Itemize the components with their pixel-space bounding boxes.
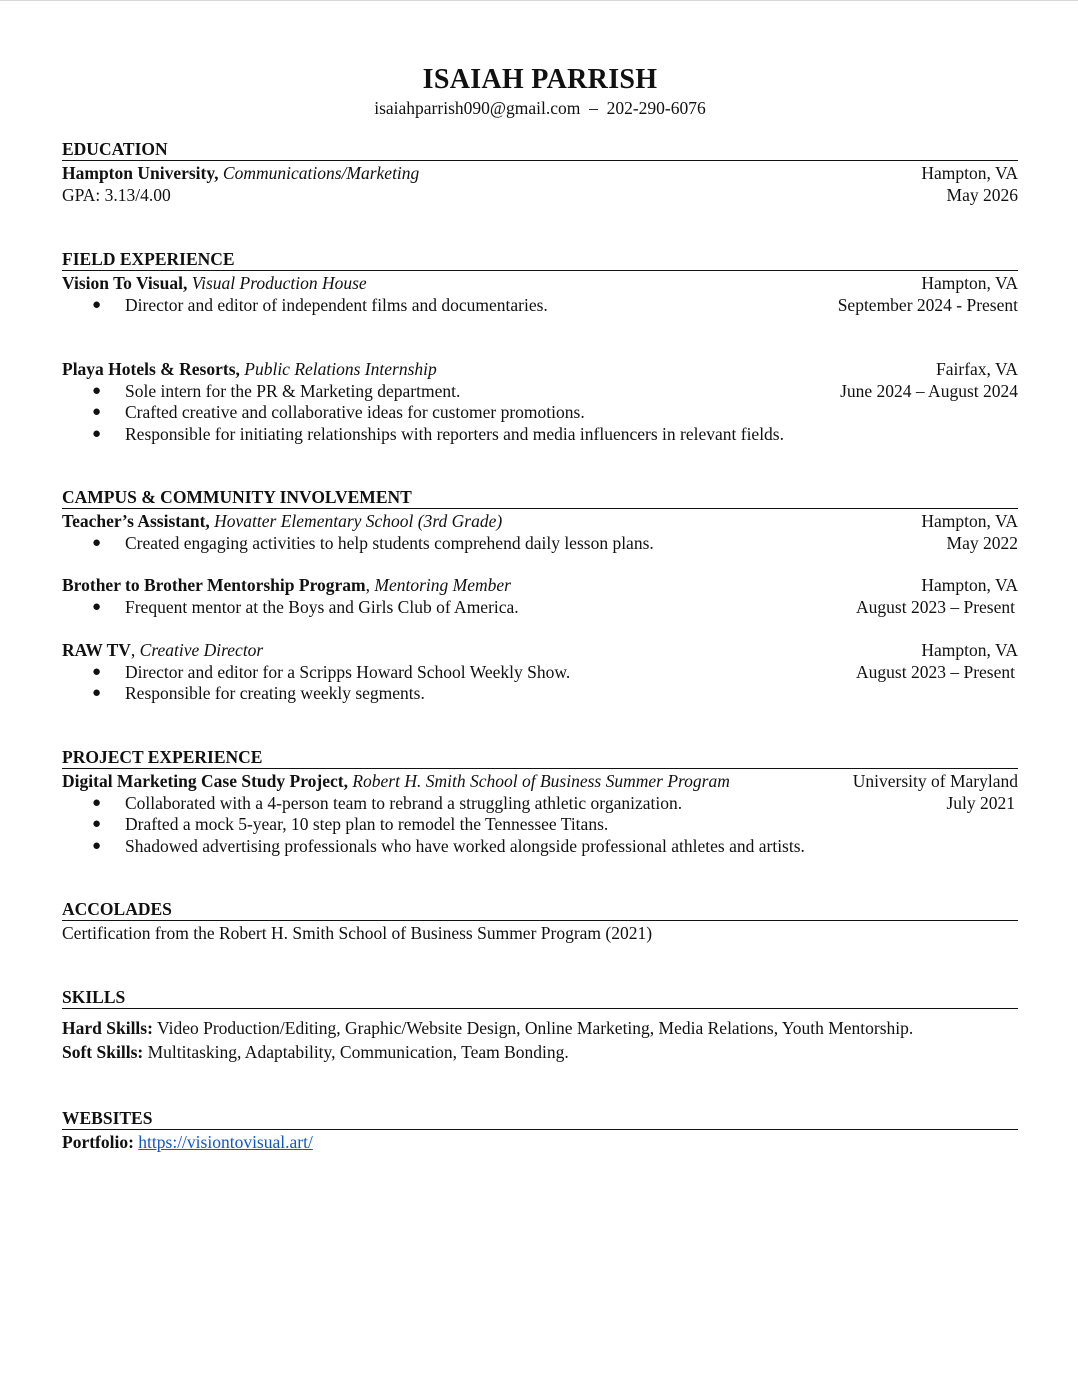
role: Hovatter Elementary School (3rd Grade)	[214, 511, 503, 531]
bullet-text: Director and editor of independent films and documentaries.	[125, 294, 548, 315]
comma: ,	[130, 640, 136, 660]
bullet-icon: ●	[92, 685, 102, 701]
role: Public Relations Internship	[244, 359, 437, 379]
location: Hampton, VA	[921, 511, 1018, 531]
bullet-text: Responsible for creating weekly segments.	[125, 683, 425, 703]
project-section	[62, 747, 1018, 857]
bullet-text: Collaborated with a 4-person team to rebrand a struggling athletic organization.	[125, 792, 683, 813]
location: University of Maryland	[852, 771, 1018, 791]
section-title: PROJECT EXPERIENCE	[62, 747, 1018, 769]
graduation-date: May 2026	[946, 184, 1018, 205]
section-title: FIELD EXPERIENCE	[62, 249, 1018, 271]
bullet-text: Created engaging activities to help students comprehend daily lesson plans.	[125, 532, 654, 553]
bullet-icon: ●	[92, 794, 102, 811]
location: Fairfax, VA	[936, 359, 1018, 379]
job-entry	[62, 359, 1018, 445]
school-name: Hampton University,	[62, 163, 219, 183]
section-title: WEBSITES	[62, 1108, 1018, 1130]
soft-skills	[62, 1040, 1018, 1064]
location: Hampton, VA	[921, 273, 1018, 293]
location: Hampton, VA	[921, 640, 1018, 660]
portfolio-link[interactable]: https://visiontovisual.art/	[138, 1132, 313, 1152]
page-top-border	[0, 0, 1078, 1]
involvement-entry	[62, 575, 1018, 618]
bullet-text: Crafted creative and collaborative ideas for customer promotions.	[125, 402, 585, 422]
org-name: Teacher’s Assistant,	[62, 511, 210, 531]
org-name: Vision To Visual,	[62, 273, 188, 293]
skills-section	[62, 987, 1018, 1064]
org-name: RAW TV	[62, 640, 131, 660]
bullet-icon: ●	[92, 534, 102, 551]
contact-separator: –	[589, 98, 598, 118]
bullet-text: Shadowed advertising professionals who have worked alongside professional athletes and artists.	[125, 835, 805, 856]
bullet-icon: ●	[92, 816, 102, 832]
role: Visual Production House	[191, 273, 367, 293]
section-title: SKILLS	[62, 987, 1018, 1009]
date: September 2024 - Present	[837, 294, 1018, 315]
campus-section	[62, 487, 1018, 554]
date: May 2022	[946, 532, 1018, 553]
hard-skills-list: Video Production/Editing, Graphic/Website Design, Online Marketing, Media Relations, Youth Mentorship.	[157, 1018, 914, 1038]
bullet-text: Director and editor for a Scripps Howard School Weekly Show.	[125, 661, 571, 682]
email: isaiahparrish090@gmail.com	[374, 98, 581, 118]
accolade-text: Certification from the Robert H. Smith School of Business Summer Program (2021)	[62, 923, 653, 943]
org-name: Digital Marketing Case Study Project,	[62, 771, 348, 791]
role: Robert H. Smith School of Business Summer Program	[352, 771, 730, 791]
involvement-entry	[62, 640, 1018, 705]
bullet-icon: ●	[92, 382, 102, 399]
websites-section	[62, 1108, 1018, 1154]
bullet-icon: ●	[92, 598, 102, 615]
section-title: EDUCATION	[62, 139, 1018, 161]
major: Communications/Marketing	[222, 163, 420, 183]
org-name: Brother to Brother Mentorship Program	[62, 575, 366, 595]
bullet-text: Responsible for initiating relationships with reporters and media influencers in relevant fields.	[125, 423, 784, 444]
resume-name: ISAIAH PARRISH	[422, 64, 658, 95]
accolades-section	[62, 899, 1018, 945]
field-experience-section	[62, 249, 1018, 316]
phone: 202-290-6076	[606, 98, 706, 118]
bullet-icon: ●	[92, 404, 102, 420]
hard-skills-label: Hard Skills:	[62, 1018, 153, 1038]
bullet-icon: ●	[92, 663, 102, 680]
education-section	[62, 139, 1018, 206]
org-name: Playa Hotels & Resorts,	[62, 359, 240, 379]
section-title: ACCOLADES	[62, 899, 1018, 921]
role: Creative Director	[139, 640, 264, 660]
hard-skills	[62, 1016, 1018, 1040]
bullet-icon: ●	[92, 425, 102, 442]
school-location: Hampton, VA	[921, 163, 1018, 183]
date: June 2024 – August 2024	[840, 380, 1018, 401]
bullet-icon: ●	[92, 296, 102, 313]
gpa: GPA: 3.13/4.00	[62, 184, 171, 205]
bullet-icon: ●	[92, 837, 102, 854]
date: August 2023 – Present	[856, 661, 1015, 682]
bullet-text: Frequent mentor at the Boys and Girls Club of America.	[125, 596, 519, 617]
comma: ,	[365, 575, 370, 595]
date: August 2023 – Present	[856, 596, 1015, 617]
role: Mentoring Member	[374, 575, 511, 595]
bullet-text: Drafted a mock 5-year, 10 step plan to remodel the Tennessee Titans.	[125, 814, 609, 834]
date: July 2021	[946, 792, 1015, 813]
soft-skills-list: Multitasking, Adaptability, Communication, Team Bonding.	[147, 1042, 569, 1062]
contact-line	[62, 97, 1018, 119]
location: Hampton, VA	[921, 575, 1018, 595]
soft-skills-label: Soft Skills:	[62, 1042, 144, 1062]
job-entry	[62, 273, 1018, 295]
section-title: CAMPUS & COMMUNITY INVOLVEMENT	[62, 487, 1018, 509]
bullet-text: Sole intern for the PR & Marketing department.	[125, 380, 461, 401]
portfolio-label: Portfolio:	[62, 1132, 134, 1152]
